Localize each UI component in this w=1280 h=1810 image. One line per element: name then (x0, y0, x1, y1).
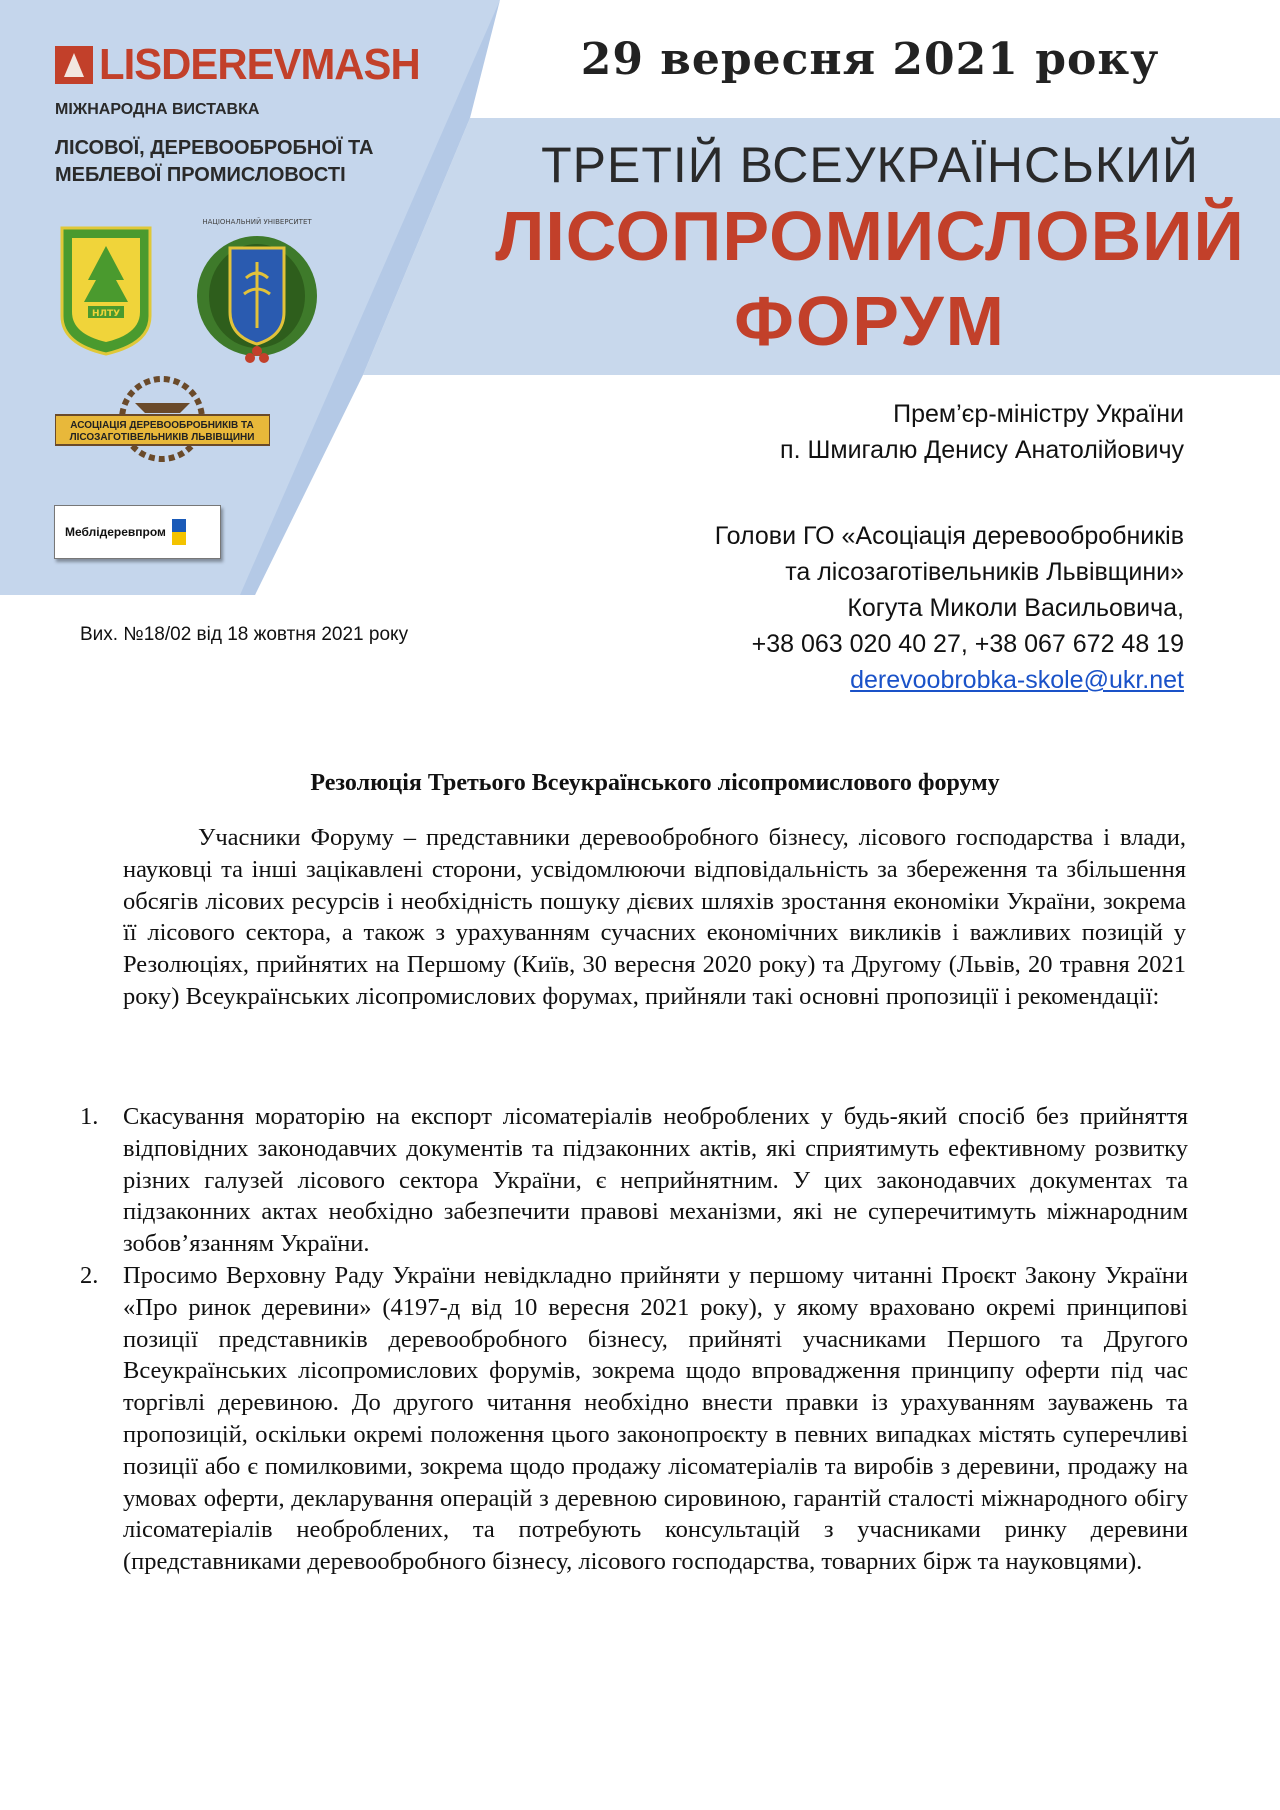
item-text: Просимо Верховну Раду України невідкладно прийняти у першому читанні Проєкт Закону України «Про ринок деревини» (4197-д від 10 вересня 2021 року), у якому враховано окремі принципові позиції представників деревообробного бізнесу, прийняті учасниками Першого та Другого Всеукраїнських лісопромислових форумів, зокрема щодо впровадження принципу оферти під час торгівлі деревиною. До другого читання необхідно внести правки із урахуванням зауважень та пропозицій, оскільки окремі положення цього законопроєкту в певних випадках містять суперечливі позиції або є помилковими, зокрема щодо продажу лісоматеріалів та виробів з деревини, продажу на умовах оферти, декларування операцій з деревною сировиною, гарантій сталості міжнародного обігу лісоматеріалів необроблених, та потребують консультацій з учасниками ринку деревини (представниками деревообробного бізнесу, лісового господарства, товарних бірж та науковцями). (123, 1261, 1188, 1576)
mebliderevprom-logo (54, 505, 221, 559)
item-text: Скасування мораторію на експорт лісоматеріалів необроблених у будь-який спосіб без прийняття відповідних законодавчих документів та підзаконних актів, які сприятимуть ефективному розвитку різних галузей лісового сектора України, є неприйнятним. У цих законодавчих документах та підзаконних актах необхідно забезпечити правові механізми, які не суперечитимуть міжнародним зобов’язанням України. (123, 1103, 1188, 1258)
addressee-name: п. Шмигалю Денису Анатолійовичу (780, 436, 1184, 464)
resolution-item (80, 1101, 1188, 1260)
sender-block (715, 518, 1184, 698)
expo-title: ЛІСОВОЇ, ДЕРЕВООБРОБНОЇ ТА МЕБЛЕВОЇ ПРОМИСЛОВОСТІ (55, 137, 374, 186)
svg-text:НЛТУ: НЛТУ (91, 309, 121, 319)
mebliderevprom-label: Меблідеревпром (65, 525, 166, 539)
item-number: 1. (80, 1103, 99, 1130)
brand-tree-icon (55, 46, 93, 84)
item-number: 2. (80, 1261, 99, 1289)
natu-emblem-icon (58, 224, 154, 356)
expo-subtitle: МІЖНАРОДНА ВИСТАВКА (55, 101, 260, 118)
svg-text:ЛІСОЗАГОТІВЕЛЬНИКІВ ЛЬВІВЩИНИ: ЛІСОЗАГОТІВЕЛЬНИКІВ ЛЬВІВЩИНИ (69, 432, 255, 443)
sender-org-line1: Голови ГО «Асоціація деревообробників (714, 522, 1184, 550)
sender-email-link[interactable]: derevoobrobka-skole@ukr.net (850, 666, 1184, 694)
nubip-emblem-icon (190, 208, 325, 368)
forum-title-line2: ЛІСОПРОМИСЛОВИЙ (495, 197, 1245, 275)
resolution-item (80, 1260, 1188, 1578)
svg-text:НАЦІОНАЛЬНИЙ УНІВЕРСИТЕТ: НАЦІОНАЛЬНИЙ УНІВЕРСИТЕТ (202, 218, 312, 226)
sender-phones: +38 063 020 40 27, +38 067 672 48 19 (751, 630, 1184, 658)
outgoing-reference: Вих. №18/02 від 18 жовтня 2021 року (80, 624, 409, 645)
ukraine-flag-icon (172, 519, 186, 545)
association-logo (55, 373, 270, 463)
event-date: 29 вересня 2021 року (580, 34, 1160, 85)
svg-text:АСОЦІАЦІЯ ДЕРЕВООБРОБНИКІВ ТА: АСОЦІАЦІЯ ДЕРЕВООБРОБНИКІВ ТА (70, 420, 254, 431)
sender-name: Когута Миколи Васильовича, (847, 594, 1184, 622)
sender-org-line2: та лісозаготівельників Львівщини» (785, 558, 1184, 586)
addressee-block (780, 396, 1184, 468)
addressee-title: Прем’єр-міністру України (893, 400, 1184, 428)
resolution-items (80, 1101, 1188, 1578)
forum-title-line3: ФОРУМ (734, 282, 1006, 360)
lisderevmash-logo (55, 40, 437, 90)
brand-name: LISDEREVMASH (99, 40, 420, 89)
forum-title-line1: ТРЕТІЙ ВСЕУКРАЇНСЬКИЙ (541, 137, 1199, 193)
resolution-title: Резолюція Третього Всеукраїнського лісопромислового форуму (310, 770, 1000, 796)
resolution-intro: Учасники Форуму – представники деревообробного бізнесу, лісового господарства і влади, науковці та інші зацікавлені сторони, усвідомлюючи відповідальність за збереження та збільшення обсягів лісових ресурсів і необхідність пошуку дієвих шляхів зростання економіки України, зокрема її лісового сектора, а також з урахуванням сучасних економічних викликів і важливих позицій у Резолюціях, прийнятих на Першому (Київ, 30 вересня 2020 року) та Другому (Львів, 20 травня 2021 року) Всеукраїнських лісопромислових форумах, прийняли такі основні пропозиції і рекомендації: (123, 824, 1186, 1010)
